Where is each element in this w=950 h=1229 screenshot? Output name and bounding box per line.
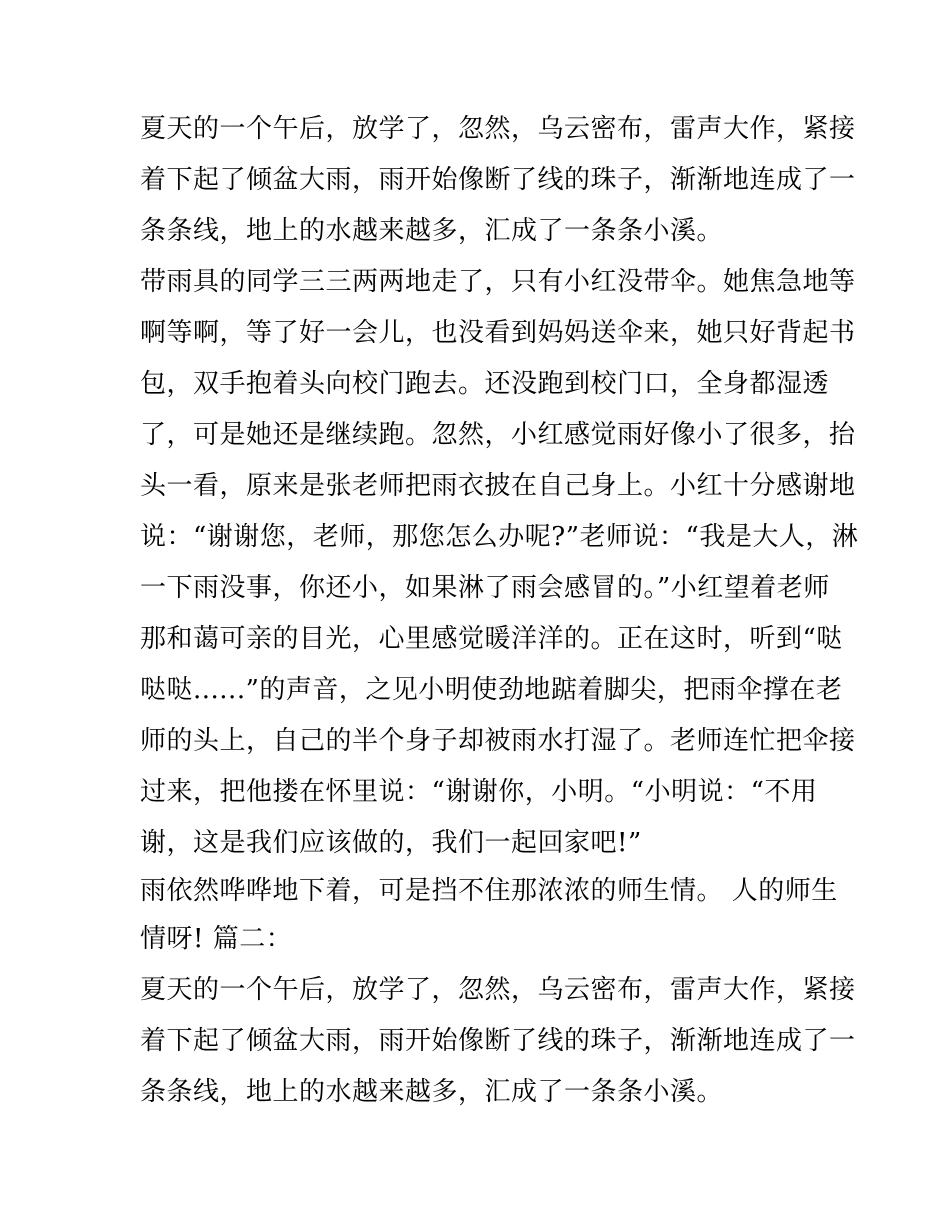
text-line: 过来，把他搂在怀里说：“谢谢你，小明。“小明说：“不用 <box>140 777 818 807</box>
text-line: 雨依然哗哗地下着，可是挡不住那浓浓的师生情。 人的师生 <box>140 876 838 906</box>
text-line: 着下起了倾盆大雨，雨开始像断了线的珠子，渐渐地连成了一 <box>140 1026 856 1056</box>
text-line: 情呀! 篇二： <box>140 924 293 954</box>
text-line: 了，可是她还是继续跑。忽然，小红感觉雨好像小了很多，抬 <box>140 420 856 450</box>
text-line: 哒哒......”的声音，之见小明使劲地踮着脚尖，把雨伞撑在老 <box>140 675 843 705</box>
text-line: 带雨具的同学三三两两地走了，只有小红没带伞。她焦急地等 <box>140 267 856 297</box>
text-line: 包，双手抱着头向校门跑去。还没跑到校门口，全身都湿透 <box>140 369 830 399</box>
text-line: 说：“谢谢您，老师，那您怎么办呢?”老师说：“我是大人，淋 <box>140 522 859 552</box>
text-line: 条条线，地上的水越来越多，汇成了一条条小溪。 <box>140 216 724 246</box>
text-line: 头一看，原来是张老师把雨衣披在自己身上。小红十分感谢地 <box>140 471 856 501</box>
text-line: 师的头上，自己的半个身子却被雨水打湿了。老师连忙把伞接 <box>140 726 856 756</box>
text-line: 夏天的一个午后，放学了，忽然，乌云密布，雷声大作，紧接 <box>140 975 856 1005</box>
text-line: 条条线，地上的水越来越多，汇成了一条条小溪。 <box>140 1077 724 1107</box>
text-line: 一下雨没事，你还小，如果淋了雨会感冒的。”小红望着老师 <box>140 573 830 603</box>
text-line: 啊等啊，等了好一会儿，也没看到妈妈送伞来，她只好背起书 <box>140 318 856 348</box>
text-line: 夏天的一个午后，放学了，忽然，乌云密布，雷声大作，紧接 <box>140 114 856 144</box>
text-line: 谢，这是我们应该做的，我们一起回家吧!” <box>140 828 642 858</box>
text-line: 着下起了倾盆大雨，雨开始像断了线的珠子，渐渐地连成了一 <box>140 165 856 195</box>
text-line: 那和蔼可亲的目光，心里感觉暖洋洋的。正在这时，听到“哒 <box>140 624 843 654</box>
